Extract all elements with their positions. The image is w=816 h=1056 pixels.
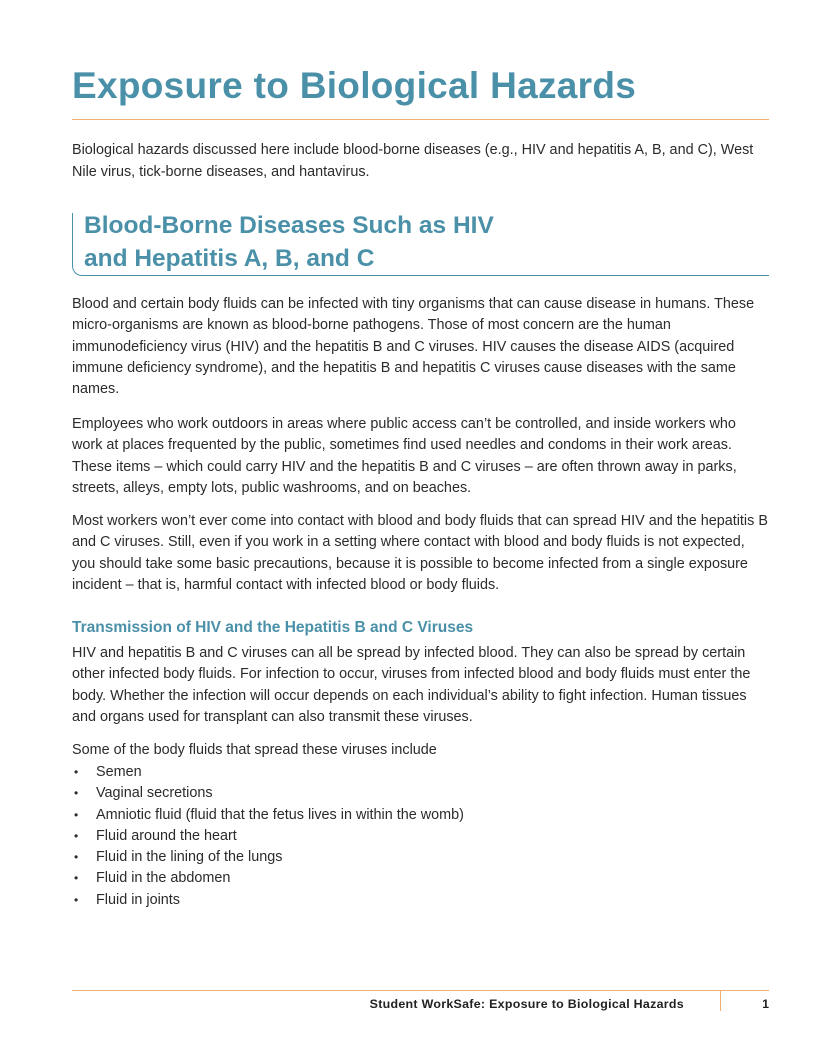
list-item: • Semen — [72, 762, 769, 783]
body-fluids-list — [72, 762, 769, 911]
intro-paragraph: Biological hazards discussed here include blood-borne diseases (e.g., HIV and hepatitis A, B, and C), West Nile virus, tick-borne diseases, and hantavirus. — [72, 142, 754, 180]
footer-divider — [72, 990, 769, 991]
subheading: Transmission of HIV and the Hepatitis B and C Viruses — [72, 619, 474, 636]
footer-title: Student WorkSafe: Exposure to Biological Hazards — [369, 997, 684, 1011]
footer-separator — [720, 990, 721, 1011]
section-title-line-2: and Hepatitis A, B, and C — [84, 245, 375, 272]
bullet-icon: • — [74, 765, 79, 779]
bullet-icon: • — [74, 871, 79, 886]
bullet-icon: • — [74, 807, 79, 822]
title-divider — [72, 119, 769, 120]
document-page — [72, 0, 769, 1056]
list-item: • Fluid in the lining of the lungs — [72, 847, 769, 868]
bullet-icon: • — [74, 892, 79, 907]
body-paragraph: Most workers won’t ever come into contact with blood and body fluids that can spread HIV and the hepatitis B and C viruses. Still, even if you work in a setting where contact with blood and body fluids is not expected, you should take some basic precautions, because it is possible to become infected from a single exposure incident – that is, harmful contact with infected blood or body fluids. — [72, 513, 768, 593]
list-item: • Fluid in joints — [72, 890, 769, 911]
page-title: Exposure to Biological Hazards — [72, 65, 637, 106]
section-title-line-1: Blood-Borne Diseases Such as HIV — [84, 212, 494, 239]
bullet-icon: • — [74, 786, 79, 801]
section-title — [84, 209, 684, 275]
bullet-icon: • — [74, 828, 79, 843]
bullet-icon: • — [74, 850, 79, 865]
list-item: • Amniotic fluid (fluid that the fetus lives in within the womb) — [72, 805, 769, 826]
list-item: • Vaginal secretions — [72, 783, 769, 804]
body-paragraph: Employees who work outdoors in areas where public access can’t be controlled, and inside workers who work at places frequented by the public, sometimes find used needles and condoms in their work areas. These items – which could carry HIV and the hepatitis B and C viruses – are often thrown away in parks, streets, alleys, empty lots, public washrooms, and on beaches. — [72, 416, 737, 496]
transmission-paragraph: HIV and hepatitis B and C viruses can all be spread by infected blood. They can also be spread by certain other infected body fluids. For infection to occur, viruses from infected blood and body fluids must enter the body. Whether the infection will occur depends on each individual’s ability to fight infection. Human tissues and organs used for transplant can also transmit these viruses. — [72, 645, 751, 725]
list-item: • Fluid around the heart — [72, 826, 769, 847]
body-paragraph: Blood and certain body fluids can be infected with tiny organisms that can cause disease in humans. These micro-organisms are known as blood-borne pathogens. Those of most concern are the human immunodeficiency virus (HIV) and the hepatitis B and C viruses. HIV causes the disease AIDS (acquired immune deficiency syndrome), and the hepatitis B and hepatitis C viruses cause diseases with the same names. — [72, 296, 755, 398]
page-number: 1 — [762, 997, 769, 1011]
list-intro: Some of the body fluids that spread these viruses include — [72, 742, 437, 758]
list-item: • Fluid in the abdomen — [72, 868, 769, 889]
